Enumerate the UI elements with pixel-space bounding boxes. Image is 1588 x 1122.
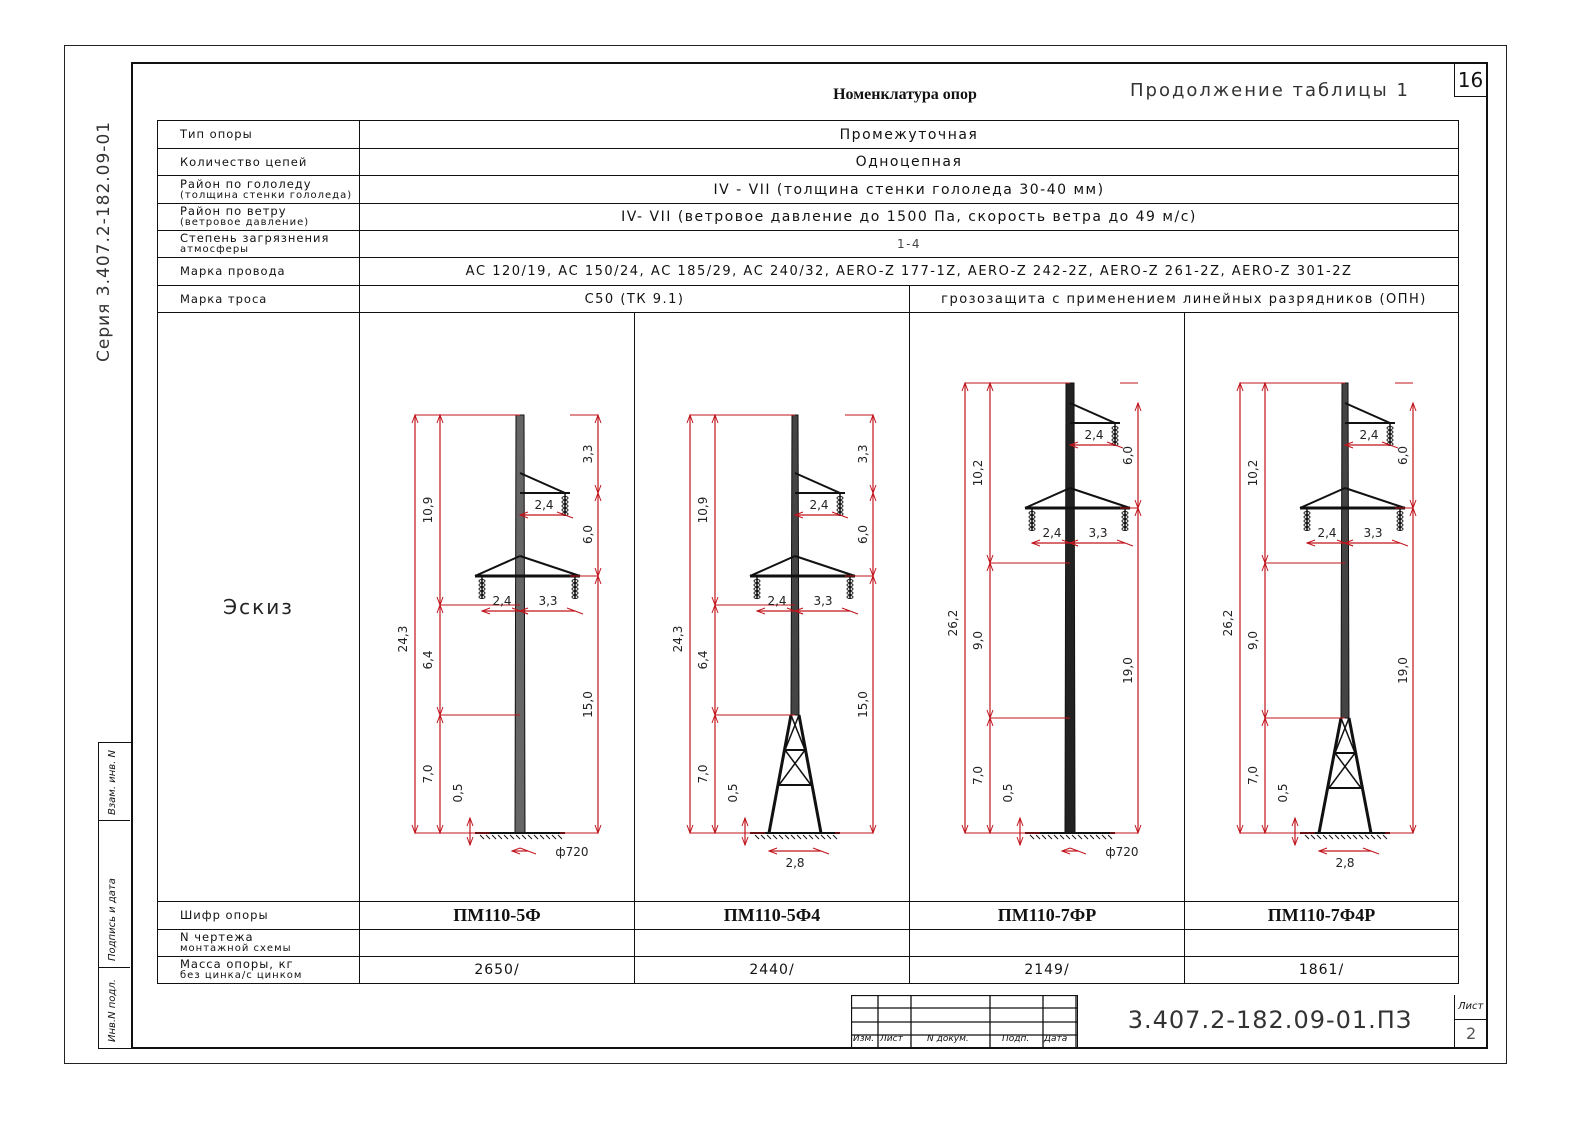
ground-hatch — [1335, 835, 1339, 839]
stamp-col-label: Дата — [1044, 1034, 1068, 1044]
dimension-label: 3,3 — [538, 594, 558, 608]
continuation-label: Продолжение таблицы 1 — [1130, 80, 1410, 101]
crossarm-lower — [750, 556, 795, 576]
ground-hatch — [522, 835, 526, 839]
dimension-label: 3,3 — [856, 444, 870, 464]
stamp-sheet-value: 2 — [1466, 1024, 1477, 1043]
cable-value-right: грозозащита с применением линейных разрядников (ОПН) — [910, 286, 1459, 313]
dimension-label: 7,0 — [696, 764, 710, 784]
ground-hatch — [821, 835, 825, 839]
ground-hatch — [1359, 835, 1363, 839]
dimension-label: 2,4 — [534, 498, 554, 512]
dimension-label: 15,0 — [856, 691, 870, 718]
ground-hatch — [552, 835, 556, 839]
document-code: 3.407.2-182.09-01.ПЗ — [1127, 1006, 1413, 1034]
ground-hatch — [1329, 835, 1333, 839]
row-label — [158, 957, 360, 984]
dimension-label: 10,9 — [421, 496, 435, 524]
tower-sketch-3 — [910, 313, 1185, 897]
crossarm-lower — [1300, 488, 1345, 508]
crossarm-lower — [475, 556, 520, 576]
crossarm-lower — [795, 556, 855, 576]
row-label — [158, 176, 360, 204]
table-row — [158, 930, 1459, 957]
ground-hatch — [480, 835, 484, 839]
table-row — [158, 121, 1459, 149]
ground-hatch — [833, 835, 837, 839]
side-cell-approved — [99, 743, 130, 821]
ground-hatch — [761, 835, 765, 839]
row-label — [158, 231, 360, 258]
ground-hatch — [498, 835, 502, 839]
ground-hatch — [1371, 835, 1375, 839]
ground-hatch — [773, 835, 777, 839]
drawing-number — [360, 930, 635, 957]
drawing-number — [635, 930, 910, 957]
row-label-line: N чертежа — [180, 930, 254, 944]
dimension-label: 26,2 — [946, 609, 960, 637]
stamp-col-label: Подп. — [1002, 1034, 1030, 1044]
ground-hatch — [1084, 835, 1088, 839]
sheet-number: 16 — [1454, 63, 1487, 97]
dimension-label: 7,0 — [1246, 765, 1260, 786]
ground-hatch — [1090, 835, 1094, 839]
dimension-label: 6,0 — [1396, 445, 1410, 466]
row-label-line: (толщина стенки гололеда) — [180, 189, 353, 201]
crossarm-lower — [1070, 488, 1130, 508]
ground-hatch — [1341, 835, 1345, 839]
ground-hatch — [1365, 835, 1369, 839]
side-label-inventory: Инв.N подл. — [107, 979, 118, 1042]
dimension-label: 7,0 — [971, 765, 985, 786]
ground-hatch — [1347, 835, 1351, 839]
ground-hatch — [1030, 835, 1034, 839]
dimension-label: 10,9 — [696, 496, 710, 524]
wind-region-value: IV- VII (ветровое давление до 1500 Па, скорость ветра до 49 м/с) — [360, 204, 1459, 231]
stamp-divider — [1077, 995, 1078, 1049]
row-label: Марка троса — [158, 286, 360, 313]
row-label: Шифр опоры — [158, 902, 360, 930]
mass-value: 2149/ — [910, 957, 1185, 984]
circuits-value: Одноцепная — [360, 149, 1459, 176]
dimension-label: 7,0 — [421, 764, 435, 784]
crossarm-upper — [795, 473, 840, 493]
row-label-line: Степень загрязнения — [180, 231, 330, 245]
dimension-label: 9,0 — [1246, 630, 1260, 651]
support-code: ПМ110-5Ф — [360, 902, 635, 930]
ground-hatch — [1054, 835, 1058, 839]
ground-hatch — [1078, 835, 1082, 839]
support-code: ПМ110-7Ф4Р — [1185, 902, 1459, 930]
stamp-col-label: Лист — [880, 1034, 903, 1044]
side-strip — [98, 742, 131, 1049]
drawing-number — [910, 930, 1185, 957]
dimension-label: 3,3 — [581, 444, 595, 464]
support-code: ПМ110-5Ф4 — [635, 902, 910, 930]
sketch-cell-2 — [635, 313, 910, 902]
dimension-label: 10,2 — [971, 459, 985, 487]
crossarm-lower — [1025, 488, 1070, 508]
ground-hatch — [540, 835, 544, 839]
dimension-label: 9,0 — [971, 630, 985, 651]
dimension-label: 15,0 — [581, 691, 595, 718]
dimension-label: 2,4 — [1042, 526, 1062, 540]
dimension-label: 24,3 — [671, 625, 685, 653]
dimension-label: ф720 — [1105, 845, 1139, 859]
ground-hatch — [809, 835, 813, 839]
pollution-value: 1-4 — [360, 231, 1459, 258]
ground-hatch — [1102, 835, 1106, 839]
ground-hatch — [791, 835, 795, 839]
dimension-label: 10,2 — [1246, 459, 1260, 487]
wire-value: АС 120/19, АС 150/24, АС 185/29, АС 240/32, AERO-Z 177-1Z, AERO-Z 242-2Z, AERO-Z 261-2Z, AERO-Z 301-2Z — [360, 258, 1459, 286]
dimension-label: 24,3 — [396, 625, 410, 653]
dimension-label: 3,3 — [1088, 526, 1108, 540]
support-code: ПМ110-7ФР — [910, 902, 1185, 930]
dimension-label: 6,0 — [1121, 445, 1135, 466]
crossarm-upper — [1070, 403, 1115, 423]
drawing-number — [1185, 930, 1459, 957]
side-cell-signature — [99, 821, 130, 968]
ground-hatch — [755, 835, 759, 839]
sketch-cell-1 — [360, 313, 635, 902]
tower-pole — [1341, 383, 1349, 718]
ground-hatch — [1311, 835, 1315, 839]
document-title: Номенклатура опор — [833, 86, 977, 103]
dimension-label: 0,5 — [726, 783, 740, 803]
table-row — [158, 204, 1459, 231]
row-label-line: (ветровое давление) — [180, 217, 310, 228]
dimension-label: ф720 — [555, 845, 589, 859]
ground-hatch — [767, 835, 771, 839]
ground-hatch — [492, 835, 496, 839]
ground-hatch — [1383, 835, 1387, 839]
ground-hatch — [1305, 835, 1309, 839]
dimension-label: 6,0 — [581, 524, 595, 545]
dimension-label: 2,8 — [1335, 856, 1355, 870]
row-label-line: атмосферы — [180, 244, 250, 255]
ground-hatch — [1060, 835, 1064, 839]
table-row — [158, 902, 1459, 930]
table-row — [158, 176, 1459, 204]
dimension-label: 2,4 — [767, 594, 787, 608]
dimension-label: 0,5 — [1276, 783, 1290, 803]
ground-hatch — [510, 835, 514, 839]
ground-hatch — [1323, 835, 1327, 839]
row-label — [158, 930, 360, 957]
ground-hatch — [1042, 835, 1046, 839]
nomenclature-table — [157, 120, 1459, 984]
stamp-sheet-box — [1454, 995, 1488, 1049]
row-label-line: без цинка/с цинком — [180, 970, 303, 981]
dimension-label: 2,4 — [1359, 428, 1379, 442]
ground-hatch — [785, 835, 789, 839]
sketch-cell-3 — [910, 313, 1185, 902]
dimension-label: 19,0 — [1396, 657, 1410, 684]
ground-hatch — [1096, 835, 1100, 839]
table-row — [158, 231, 1459, 258]
table-row-sketch — [158, 313, 1459, 902]
cable-value-left: С50 (ТК 9.1) — [360, 286, 910, 313]
tower-pole — [515, 415, 525, 833]
crossarm-upper — [520, 473, 565, 493]
support-type-value: Промежуточная — [360, 121, 1459, 149]
row-label-line: монтажной схемы — [180, 943, 292, 954]
side-label-approved: Взам. инв. N — [107, 750, 118, 815]
stamp-sheet-label: Лист — [1458, 1001, 1484, 1012]
dimension-label: 0,5 — [1001, 783, 1015, 803]
tower-sketch-2 — [635, 313, 910, 897]
crossarm-lower — [1345, 488, 1405, 508]
ice-region-value: IV - VII (толщина стенки гололеда 30-40 мм) — [360, 176, 1459, 204]
ground-hatch — [1048, 835, 1052, 839]
ground-hatch — [1353, 835, 1357, 839]
ground-hatch — [779, 835, 783, 839]
ground-hatch — [1066, 835, 1070, 839]
table-row — [158, 957, 1459, 984]
ground-hatch — [797, 835, 801, 839]
row-label-line: Район по ветру — [180, 204, 287, 218]
table-row — [158, 149, 1459, 176]
dimension-label: 6,4 — [696, 650, 710, 670]
ground-hatch — [486, 835, 490, 839]
tower-pole — [1065, 383, 1075, 833]
ground-hatch — [516, 835, 520, 839]
row-label: Количество цепей — [158, 149, 360, 176]
tower-sketch-1 — [360, 313, 635, 897]
mass-value: 2440/ — [635, 957, 910, 984]
ground-hatch — [1072, 835, 1076, 839]
tower-pole — [791, 415, 799, 715]
ground-hatch — [546, 835, 550, 839]
row-label-line: Район по гололеду — [180, 176, 312, 191]
dimension-label: 0,5 — [451, 783, 465, 803]
mass-value: 1861/ — [1185, 957, 1459, 984]
dimension-label: 3,3 — [813, 594, 833, 608]
mass-value: 2650/ — [360, 957, 635, 984]
ground-hatch — [815, 835, 819, 839]
ground-hatch — [803, 835, 807, 839]
dimension-label: 3,3 — [1363, 526, 1383, 540]
dimension-label: 6,4 — [421, 650, 435, 670]
crossarm-upper — [1345, 403, 1390, 423]
series-label: Серия 3.407.2-182.09-01 — [94, 120, 114, 362]
dimension-label: 2,4 — [1317, 526, 1337, 540]
tower-sketch-4 — [1185, 313, 1459, 897]
dimension-label: 2,4 — [1084, 428, 1104, 442]
dimension-label: 2,8 — [785, 856, 805, 870]
ground-hatch — [1108, 835, 1112, 839]
crossarm-lower — [520, 556, 580, 576]
ground-hatch — [1377, 835, 1381, 839]
table-row — [158, 258, 1459, 286]
dimension-label: 2,4 — [809, 498, 829, 512]
ground-hatch — [827, 835, 831, 839]
dimension-label: 6,0 — [856, 524, 870, 545]
row-label — [158, 204, 360, 231]
dimension-label: 19,0 — [1121, 657, 1135, 684]
dimension-label: 2,4 — [492, 594, 512, 608]
row-label: Тип опоры — [158, 121, 360, 149]
dimension-label: 26,2 — [1221, 609, 1235, 637]
stamp-col-label: N докум. — [927, 1034, 969, 1044]
ground-hatch — [534, 835, 538, 839]
stamp-col-label: Изм. — [853, 1034, 875, 1044]
ground-hatch — [558, 835, 562, 839]
ground-hatch — [1317, 835, 1321, 839]
ground-hatch — [528, 835, 532, 839]
row-label: Марка провода — [158, 258, 360, 286]
row-label-line: Масса опоры, кг — [180, 957, 294, 971]
table-row — [158, 286, 1459, 313]
ground-hatch — [1036, 835, 1040, 839]
sketch-label: Эскиз — [158, 313, 360, 902]
side-cell-inventory — [99, 968, 130, 1048]
side-label-signature: Подпись и дата — [107, 878, 118, 961]
ground-hatch — [504, 835, 508, 839]
sketch-cell-4 — [1185, 313, 1459, 902]
stamp-sheet-divider — [1455, 1019, 1488, 1020]
